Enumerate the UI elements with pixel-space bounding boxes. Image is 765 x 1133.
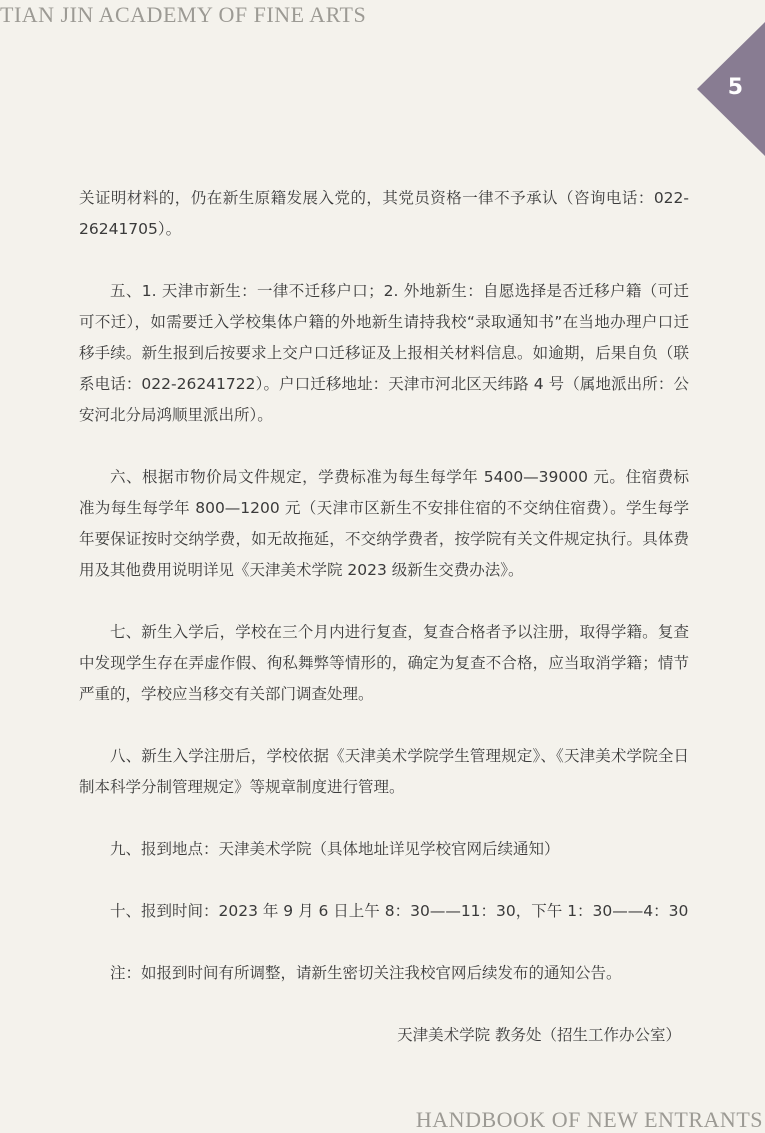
paragraph-item-7: 七、新生入学后，学校在三个月内进行复查，复查合格者予以注册，取得学籍。复查中发现学生存在弄虚作假、徇私舞弊等情形的，确定为复查不合格，应当取消学籍；情节严重的，学校应当移交有关部门调查处理。 — [79, 623, 689, 703]
paragraph-item-9: 九、报到地点：天津美术学院（具体地址详见学校官网后续通知） — [110, 840, 560, 858]
signature-line: 天津美术学院 教务处（招生工作办公室） — [397, 1026, 681, 1044]
page-number: 5 — [727, 75, 743, 100]
paragraph-item-10: 十、报到时间：2023 年 9 月 6 日上午 8：30——11：30，下午 1：30——4：30 — [110, 902, 689, 920]
document-body — [79, 183, 689, 1051]
header-title: TIAN JIN ACADEMY OF FINE ARTS — [0, 2, 367, 27]
footer-title: HANDBOOK OF NEW ENTRANTS — [415, 1107, 763, 1132]
paragraph-item-8: 八、新生入学注册后，学校依据《天津美术学院学生管理规定》、《天津美术学院全日制本科学分制管理规定》等规章制度进行管理。 — [79, 747, 689, 796]
paragraph-note: 注：如报到时间有所调整，请新生密切关注我校官网后续发布的通知公告。 — [110, 964, 622, 982]
paragraph-item-6: 六、根据市物价局文件规定，学费标准为每生每学年 5400—39000 元。住宿费标准为每生每学年 800—1200 元（天津市区新生不安排住宿的不交纳住宿费）。学生每学年要保证按时交纳学费，如无故拖延，不交纳学费者，按学院有关文件规定执行。具体费用及其他费用说明详见《天津美术学院 2023 级新生交费办法》。 — [79, 468, 689, 579]
paragraph-continued: 关证明材料的，仍在新生原籍发展入党的，其党员资格一律不予承认（咨询电话：022-26241705）。 — [79, 189, 689, 238]
paragraph-item-5: 五、1. 天津市新生：一律不迁移户口；2. 外地新生：自愿选择是否迁移户籍（可迁可不迁），如需要迁入学校集体户籍的外地新生请持我校“录取通知书”在当地办理户口迁移手续。新生报到后按要求上交户口迁移证及上报相关材料信息。如逾期，后果自负（联系电话：022-26241722）。户口迁移地址：天津市河北区天纬路 4 号（属地派出所：公安河北分局鸿顺里派出所）。 — [79, 282, 689, 424]
